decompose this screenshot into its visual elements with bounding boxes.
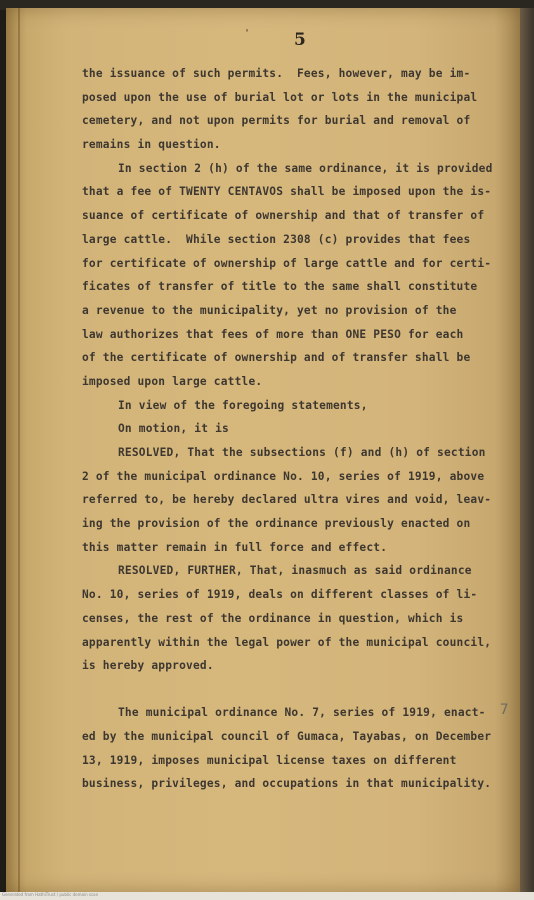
text-line: the issuance of such permits. Fees, however, may be im- xyxy=(82,67,471,80)
text-line: 2 of the municipal ordinance No. 10, series of 1919, above xyxy=(82,469,485,483)
margin-mark: 7 xyxy=(500,702,509,718)
text-line: ing the provision of the ordinance previously enacted on xyxy=(82,517,471,531)
text-line: remains in question. xyxy=(82,138,221,152)
text-line: 13, 1919, imposes municipal license taxes on different xyxy=(82,753,457,767)
text-line: this matter remain in full force and effect. xyxy=(82,540,388,554)
scan-border-right xyxy=(520,8,534,892)
text-line: business, privileges, and occupations in that municipality. xyxy=(82,777,492,791)
text-line: posed upon the use of burial lot or lots in the municipal xyxy=(82,90,478,104)
paragraph-gap xyxy=(82,678,512,702)
text-line: ed by the municipal council of Gumaca, Tayabas, on December xyxy=(82,730,492,744)
text-line: suance of certificate of ownership and that of transfer of xyxy=(82,209,485,223)
text-line: RESOLVED, That the subsections (f) and (h) of section xyxy=(118,446,486,459)
text-line: No. 10, series of 1919, deals on different classes of li- xyxy=(82,588,478,602)
text-line: In section 2 (h) of the same ordinance, it is provided xyxy=(118,161,493,175)
text-line: apparently within the legal power of the municipal council, xyxy=(82,635,492,649)
text-line: referred to, be hereby declared ultra vires and void, leav- xyxy=(82,493,492,507)
text-line: imposed upon large cattle. xyxy=(82,374,263,388)
text-line: censes, the rest of the ordinance in question, which is xyxy=(82,611,464,625)
text-line: On motion, it is xyxy=(118,422,229,436)
text-line: The municipal ordinance No. 7, series of 1919, enact- xyxy=(118,706,486,720)
text-line: is hereby approved. xyxy=(82,659,214,673)
text-line: law authorizes that fees of more than ONE PESO for each xyxy=(82,327,464,341)
tick-mark: ' xyxy=(244,28,251,39)
text-line: In view of the foregoing statements, xyxy=(118,398,368,412)
text-line: of the certificate of ownership and of transfer shall be xyxy=(82,351,471,365)
text-line: a revenue to the municipality, yet no provision of the xyxy=(82,303,457,317)
text-line: cemetery, and not upon permits for burial and removal of xyxy=(82,114,471,128)
text-line: for certificate of ownership of large cattle and for certi- xyxy=(82,256,492,270)
text-line: large cattle. While section 2308 (c) provides that fees xyxy=(82,232,471,246)
text-line: RESOLVED, FURTHER, That, inasmuch as said ordinance xyxy=(118,564,472,578)
text-line: ficates of transfer of title to the same shall constitute xyxy=(82,280,478,294)
page-binding-edge xyxy=(18,8,20,892)
footer-note: Generated from HathiTrust / public domain scan xyxy=(2,892,99,897)
text-line: that a fee of TWENTY CENTAVOS shall be imposed upon the is- xyxy=(82,185,492,199)
page-number: 5 xyxy=(294,30,306,50)
body-text xyxy=(82,62,512,796)
